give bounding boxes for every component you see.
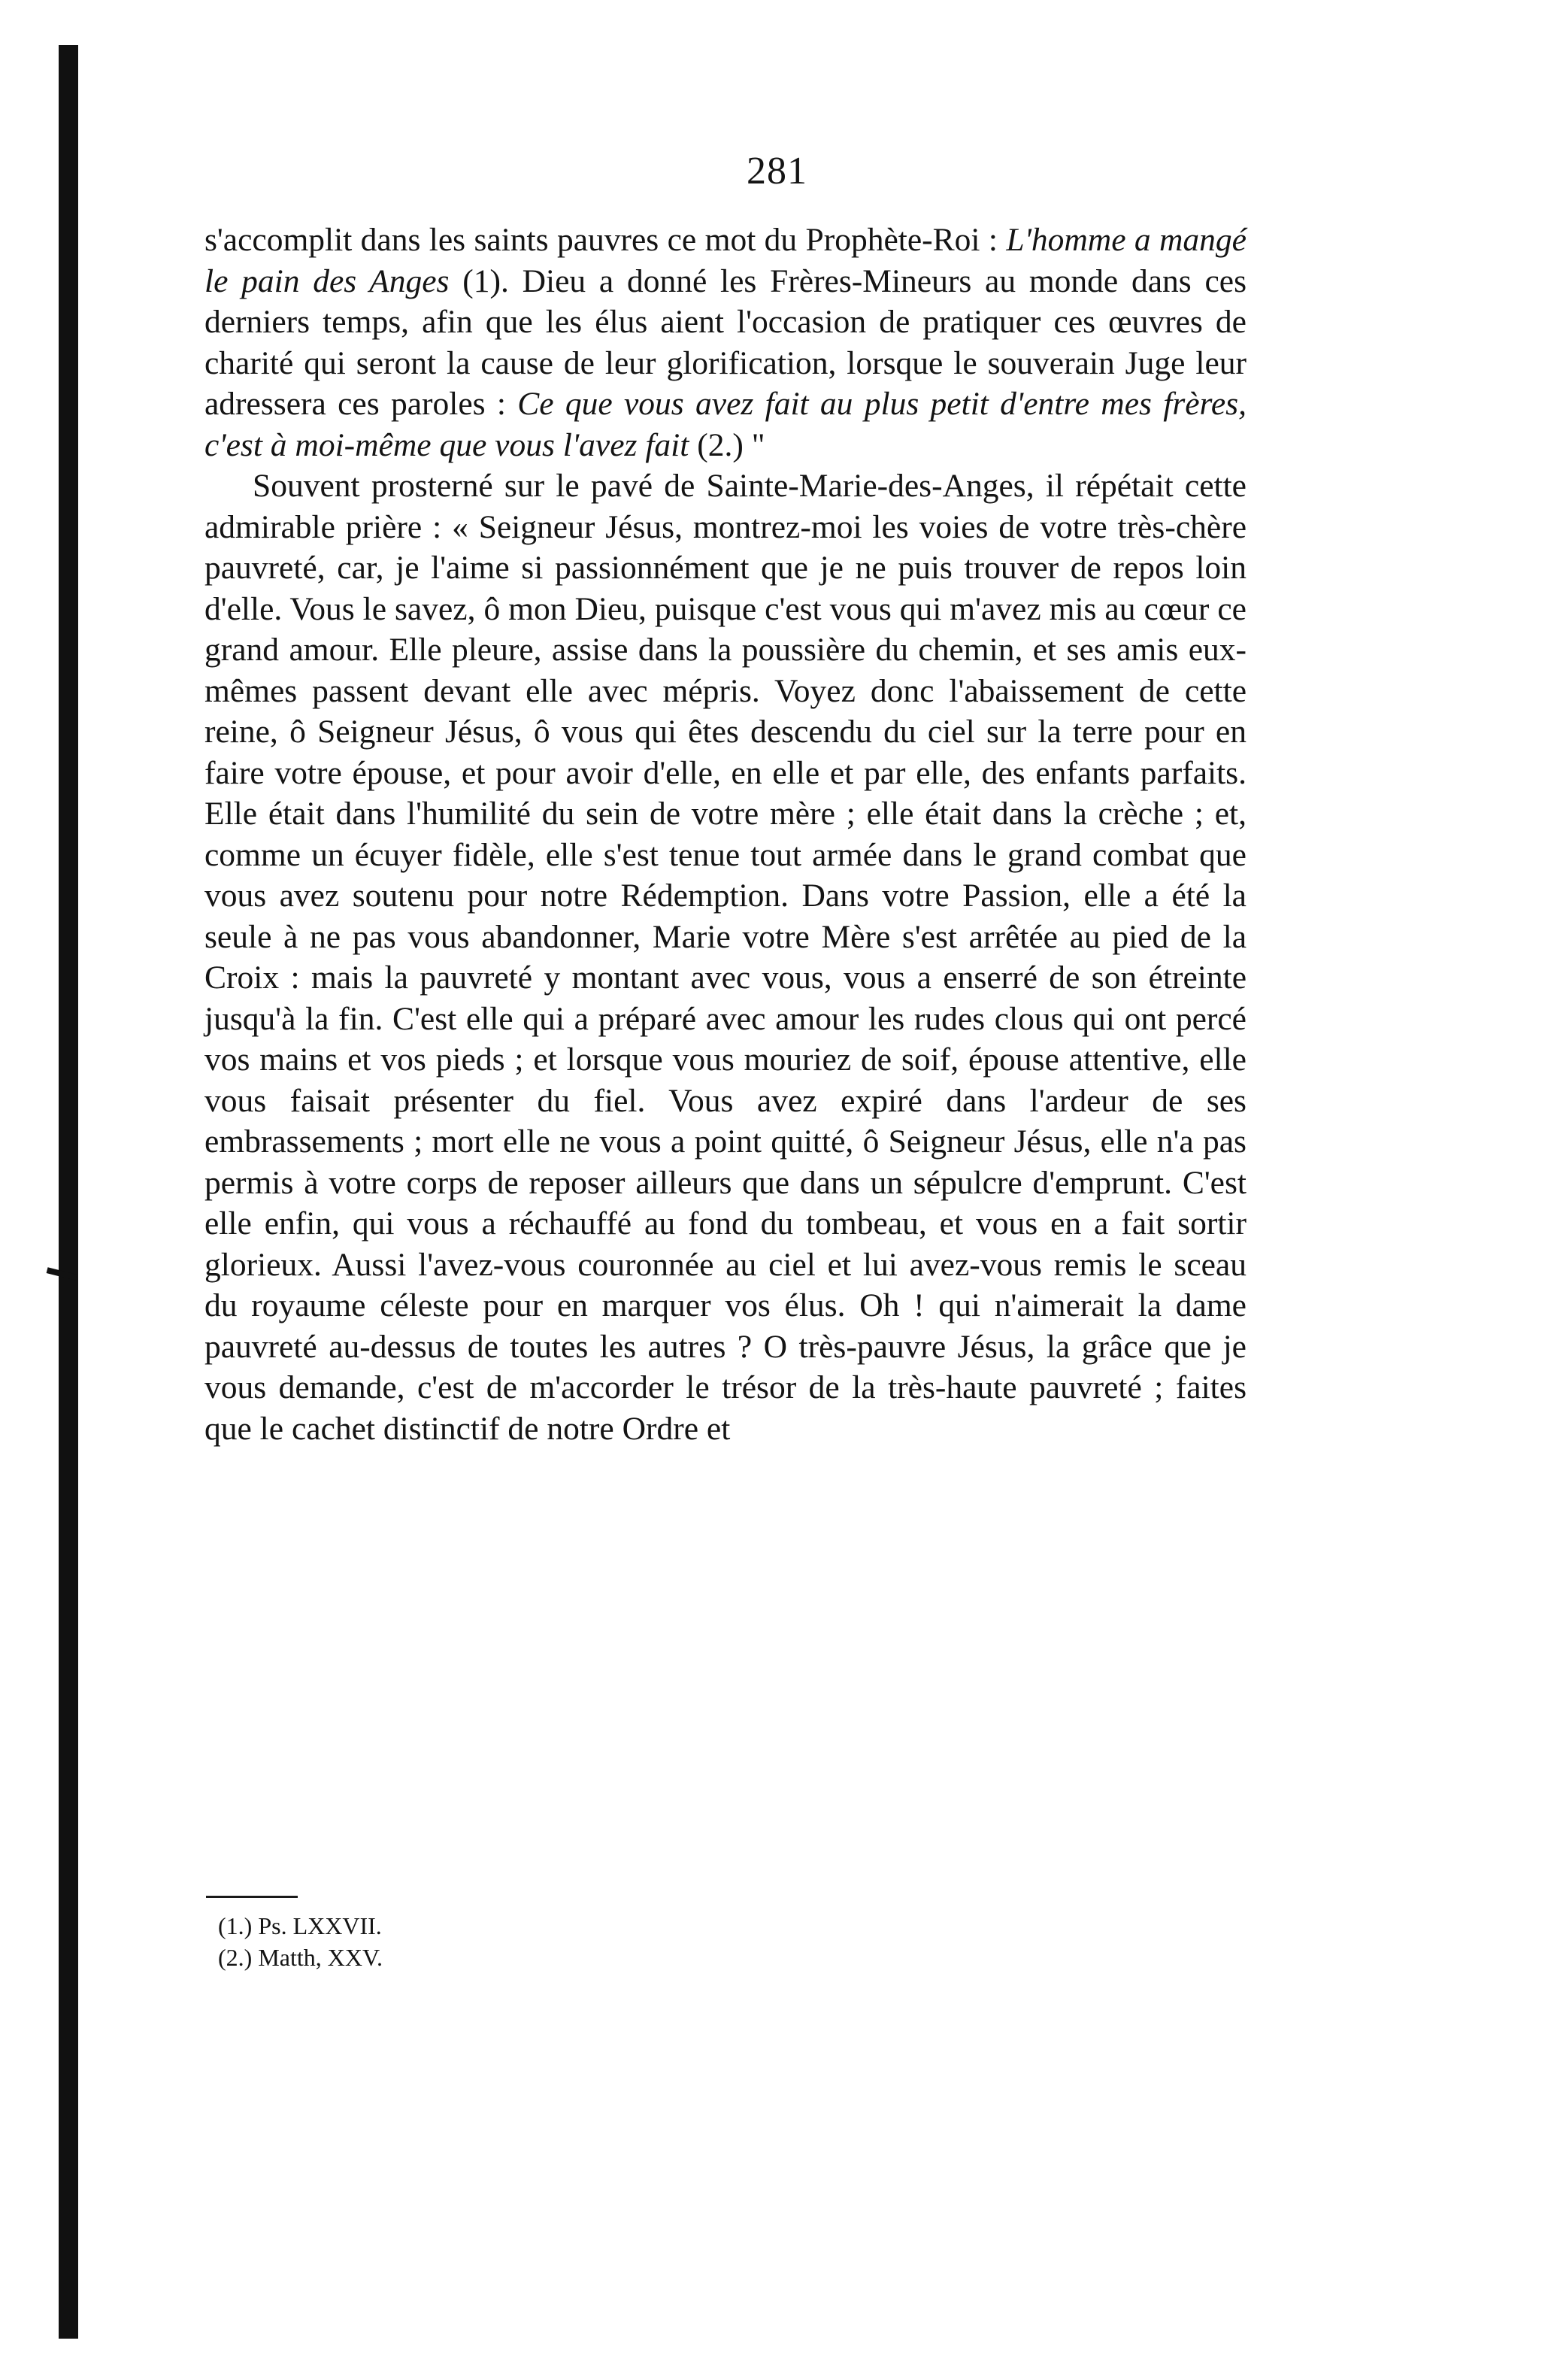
binding-edge bbox=[59, 45, 78, 2339]
paragraph-1-text-b: (1). Dieu a donné les Frères-Mineurs au monde dans ces derniers temps, afin que les élus aient l'occasion de pratiquer ces œuvres de charité qui seront la cause de leur glorification, lorsque le souverain Juge leur adressera ces paroles : bbox=[204, 262, 1247, 422]
page-number: 281 bbox=[747, 150, 807, 193]
paragraph-1 bbox=[204, 220, 1247, 465]
quote-psalm: L'homme a mangé le pain des Anges bbox=[204, 222, 1247, 299]
footnotes bbox=[218, 1910, 383, 1973]
paragraph-1-text-a: s'accomplit dans les saints pauvres ce mot du Prophète-Roi : bbox=[204, 222, 1007, 258]
footnote-1: (1.) Ps. LXXVII. bbox=[218, 1912, 382, 1939]
footnote-rule bbox=[206, 1896, 298, 1898]
paragraph-1-text-c: (2.) " bbox=[689, 426, 765, 463]
footnote-2: (2.) Matth, XXV. bbox=[218, 1944, 383, 1971]
body-text bbox=[204, 220, 1247, 1449]
paragraph-2: Souvent prosterné sur le pavé de Sainte-Marie-des-Anges, il répétait cette admirable prière : « Seigneur Jésus, montrez-moi les voies de votre très-chère pauvreté, car, je l'aime si passionnément que je ne puis trouver de repos loin d'elle. Vous le savez, ô mon Dieu, puisque c'est vous qui m'avez mis au cœur ce grand amour. Elle pleure, assise dans la poussière du chemin, et ses amis eux-mêmes passent devant elle avec mépris. Voyez donc l'abaissement de cette reine, ô Seigneur Jésus, ô vous qui êtes descendu du ciel sur la terre pour en faire votre épouse, et pour avoir d'elle, en elle et par elle, des enfants parfaits. Elle était dans l'humilité du sein de votre mère ; elle était dans la crèche ; et, comme un écuyer fidèle, elle s'est tenue tout armée dans le grand combat que vous avez soutenu pour notre Rédemption. Dans votre Passion, elle a été la seule à ne pas vous abandonner, Marie votre Mère s'est arrêtée au pied de la Croix : mais la pauvreté y montant avec vous, vous a enserré de son étreinte jusqu'à la fin. C'est elle qui a préparé avec amour les rudes clous qui ont percé vos mains et vos pieds ; et lorsque vous mouriez de soif, épouse attentive, elle vous faisait présenter du fiel. Vous avez expiré dans l'ardeur de ses embrassements ; mort elle ne vous a point quitté, ô Seigneur Jésus, elle n'a pas permis à votre corps de reposer ailleurs que dans un sépulcre d'emprunt. C'est elle enfin, qui vous a réchauffé au fond du tombeau, et vous en a fait sortir glorieux. Aussi l'avez-vous couronnée au ciel et lui avez-vous remis le sceau du royaume céleste pour en marquer vos élus. Oh ! qui n'aimerait la dame pauvreté au-dessus de toutes les autres ? O très-pauvre Jésus, la grâce que je vous demande, c'est de m'accorder le trésor de la très-haute pauvreté ; faites que le cachet distinctif de notre Ordre et bbox=[204, 468, 1247, 1447]
quote-matthew: Ce que vous avez fait au plus petit d'entre mes frères, c'est à moi-même que vous l'avez fait bbox=[204, 386, 1247, 463]
